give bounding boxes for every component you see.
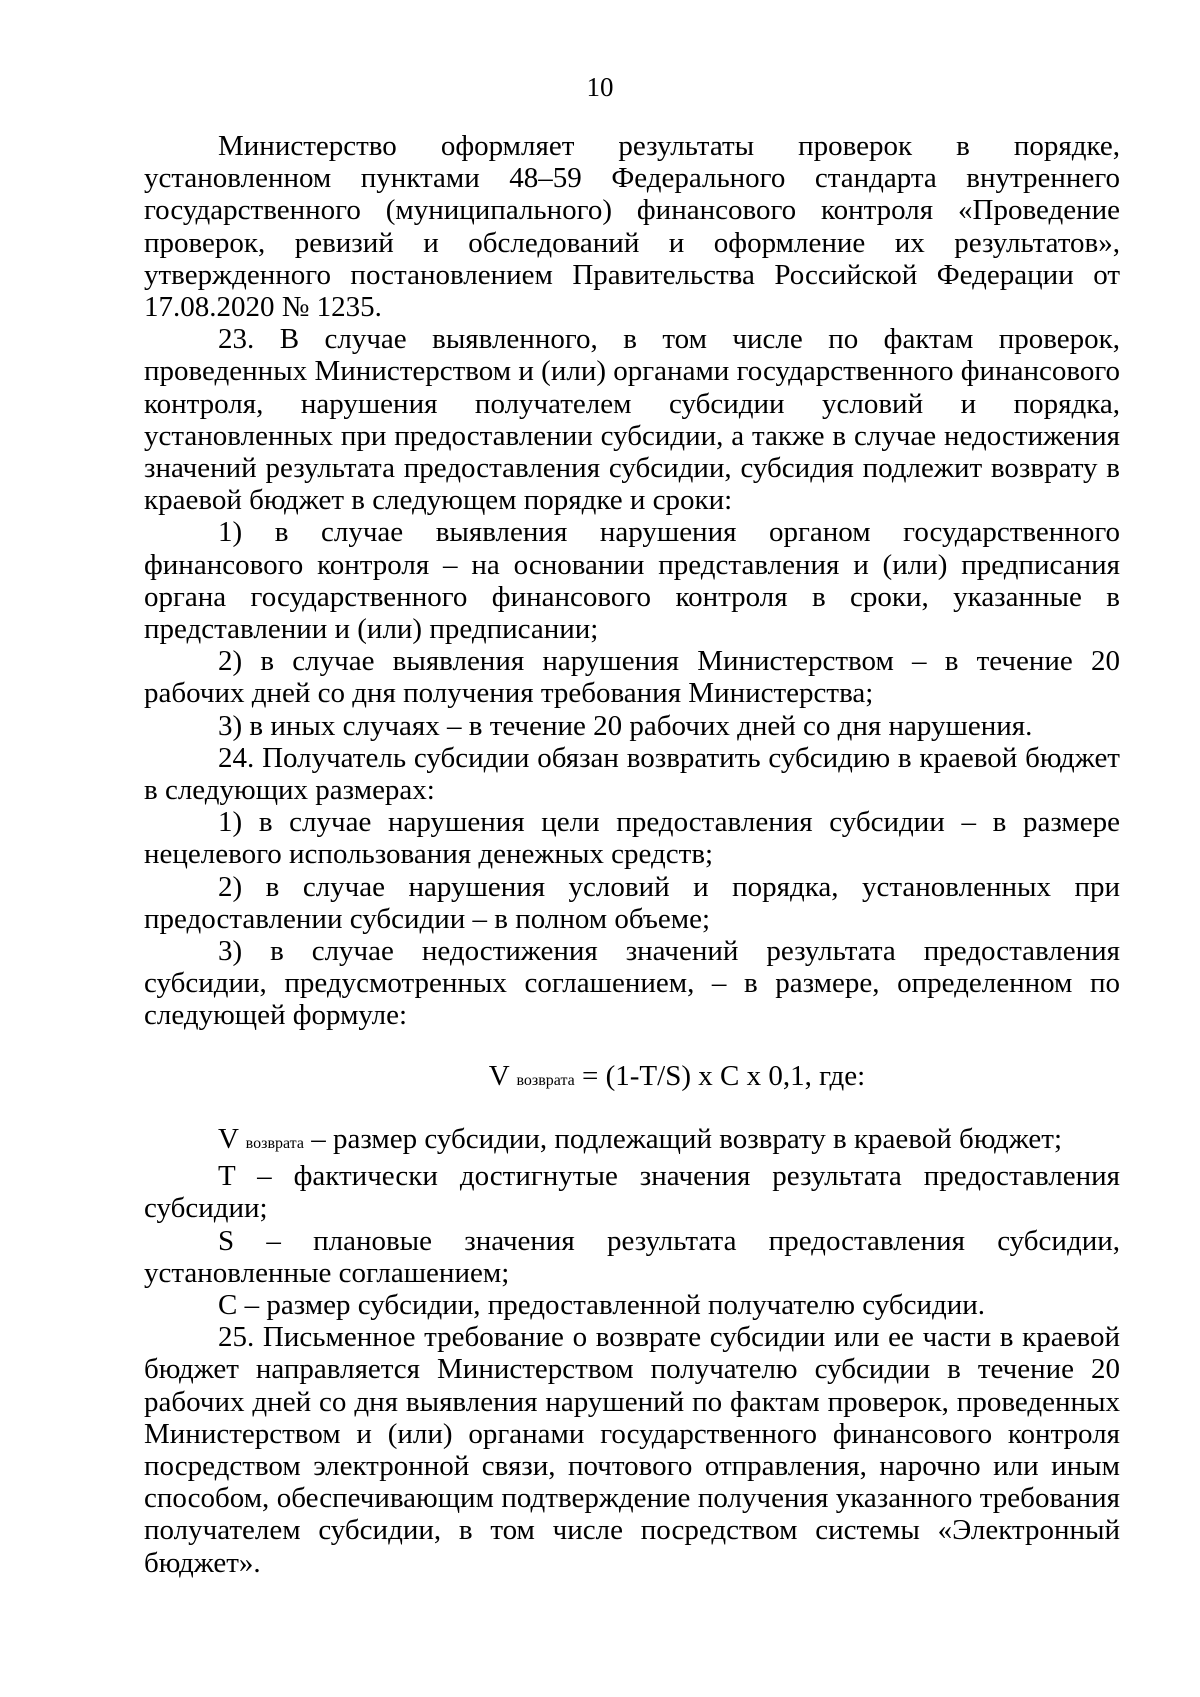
paragraph: 24. Получатель субсидии обязан возвратить субсидию в краевой бюджет в следующих размерах: — [144, 741, 1120, 807]
page-number: 10 — [586, 72, 614, 102]
paragraph: 2) в случае нарушения условий и порядка, установленных при предоставлении субсидии – в полном объеме; — [144, 870, 1120, 935]
document-body — [144, 130, 1120, 1579]
definition-text: – размер субсидии, подлежащий возврату в краевой бюджет; — [303, 1122, 1063, 1155]
definition-subscript: возврата — [245, 1134, 304, 1152]
definition-v — [144, 1123, 1120, 1160]
formula-symbol: V — [488, 1059, 510, 1092]
paragraph: 3) в иных случаях – в течение 20 рабочих дней со дня нарушения. — [218, 709, 1033, 742]
paragraph: S – плановые значения результата предоставления субсидии, установленные соглашением; — [144, 1224, 1120, 1289]
paragraph: 3) в случае недостижения значений результата предоставления субсидии, предусмотренных соглашением, – в размере, определенном по следующей формуле: — [144, 935, 1120, 1032]
paragraph: Министерство оформляет результаты проверок в порядке, установленном пунктами 48–59 Федерального стандарта внутреннего государственного (муниципального) финансового контроля «Проведение проверок, ревизий и обследований и оформление их результатов», утвержденного постановлением Правительства Российской Федерации от 17.08.2020 № 1235. — [144, 130, 1120, 324]
paragraph: C – размер субсидии, предоставленной получателю субсидии. — [218, 1288, 986, 1321]
paragraph: T – фактически достигнутые значения результата предоставления субсидии; — [144, 1160, 1120, 1225]
paragraph: 23. В случае выявленного, в том числе по фактам проверок, проведенных Министерством и (или) органами государственного финансового контроля, нарушения получателем субсидии условий и порядка, установленных при предоставлении субсидии, а также в случае недостижения значений результата предоставления субсидии, субсидия подлежит возврату в краевой бюджет в следующем порядке и сроки: — [144, 323, 1120, 517]
paragraph: 1) в случае выявления нарушения органом государственного финансового контроля – на основании представления и (или) предписания органа государственного финансового контроля в сроки, указанные в представлении и (или) предписании; — [144, 516, 1120, 646]
definition-symbol: V — [218, 1122, 239, 1155]
paragraph: 1) в случае нарушения цели предоставления субсидии – в размере нецелевого использования денежных средств; — [144, 806, 1120, 871]
paragraph: 25. Письменное требование о возврате субсидии или ее части в краевой бюджет направляется Министерством получателю субсидии в течение 20 рабочих дней со дня выявления нарушений по фактам проверок, проведенных Министерством и (или) органами государственного финансового контроля посредством электронной связи, почтового отправления, нарочно или иным способом, обеспечивающим подтверждение получения указанного требования получателем субсидии, в том числе посредством системы «Электронный бюджет». — [144, 1321, 1120, 1579]
formula — [144, 1060, 1120, 1097]
paragraph: 2) в случае выявления нарушения Министерством – в течение 20 рабочих дней со дня получения требования Министерства; — [144, 645, 1120, 710]
formula-expression: = (1-T/S) x C x 0,1, где: — [574, 1059, 866, 1092]
formula-subscript: возврата — [516, 1071, 575, 1089]
